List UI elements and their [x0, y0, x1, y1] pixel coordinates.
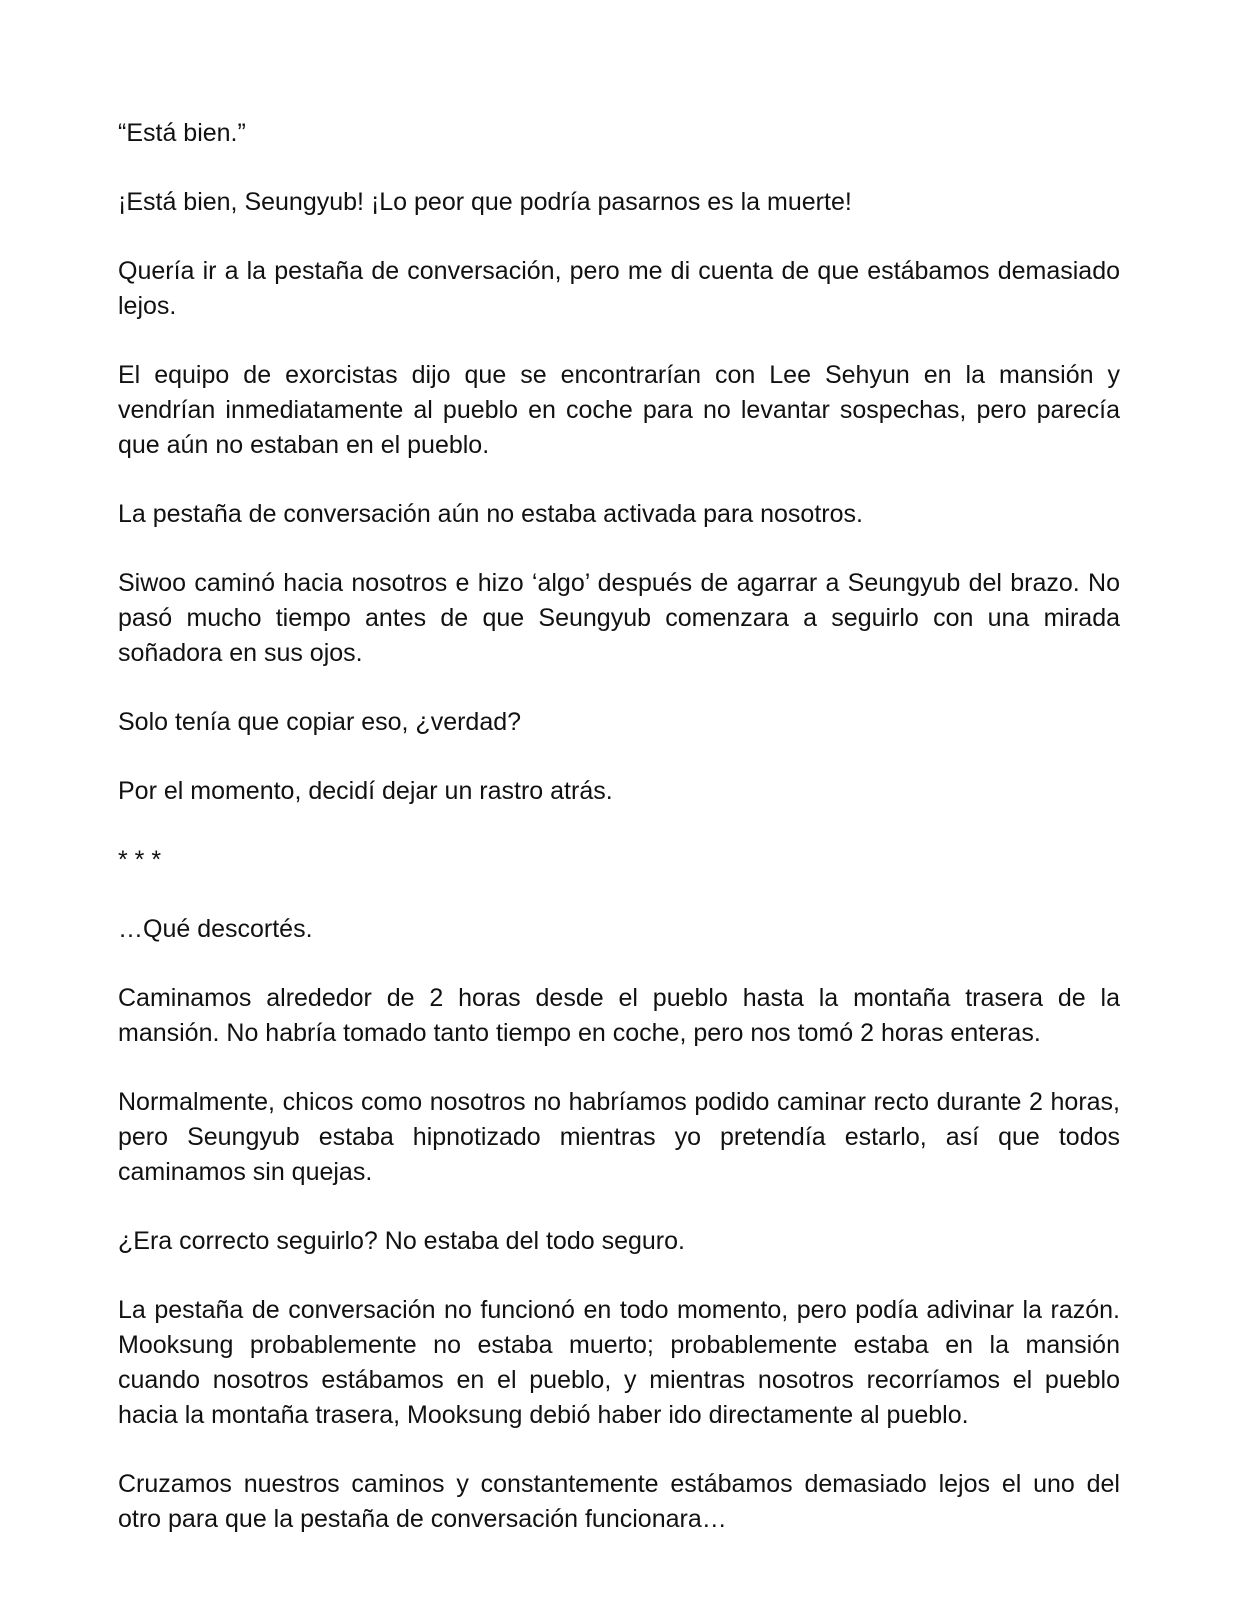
- paragraph: Caminamos alrededor de 2 horas desde el pueblo hasta la montaña trasera de la mansión. No habría tomado tanto tiempo en coche, pero nos tomó 2 horas enteras.: [118, 984, 1120, 1047]
- paragraph: Siwoo caminó hacia nosotros e hizo ‘algo’ después de agarrar a Seungyub del brazo. No pasó mucho tiempo antes de que Seungyub comenzara a seguirlo con una mirada soñadora en sus ojos.: [118, 569, 1120, 667]
- document-body: [118, 116, 1120, 1571]
- scene-break: * * *: [118, 846, 162, 874]
- paragraph: El equipo de exorcistas dijo que se encontrarían con Lee Sehyun en la mansión y vendrían inmediatamente al pueblo en coche para no levantar sospechas, pero parecía que aún no estaban en el pueblo.: [118, 361, 1120, 459]
- paragraph: ¿Era correcto seguirlo? No estaba del todo seguro.: [118, 1227, 685, 1255]
- paragraph: La pestaña de conversación no funcionó en todo momento, pero podía adivinar la razón. Mooksung probablemente no estaba muerto; probablemente estaba en la mansión cuando nosotros estábamos en el pueblo, y mientras nosotros recorríamos el pueblo hacia la montaña trasera, Mooksung debió haber ido directamente al pueblo.: [118, 1296, 1120, 1429]
- paragraph: Por el momento, decidí dejar un rastro atrás.: [118, 777, 613, 805]
- paragraph: Quería ir a la pestaña de conversación, pero me di cuenta de que estábamos demasiado lejos.: [118, 257, 1120, 320]
- paragraph: Solo tenía que copiar eso, ¿verdad?: [118, 708, 522, 736]
- paragraph: “Está bien.”: [118, 119, 246, 147]
- paragraph: ¡Está bien, Seungyub! ¡Lo peor que podría pasarnos es la muerte!: [118, 188, 852, 216]
- paragraph: La pestaña de conversación aún no estaba activada para nosotros.: [118, 500, 863, 528]
- paragraph: Cruzamos nuestros caminos y constantemente estábamos demasiado lejos el uno del otro para que la pestaña de conversación funcionara…: [118, 1470, 1120, 1533]
- paragraph: …Qué descortés.: [118, 915, 313, 943]
- paragraph: Normalmente, chicos como nosotros no habríamos podido caminar recto durante 2 horas, pero Seungyub estaba hipnotizado mientras yo pretendía estarlo, así que todos caminamos sin quejas.: [118, 1088, 1120, 1186]
